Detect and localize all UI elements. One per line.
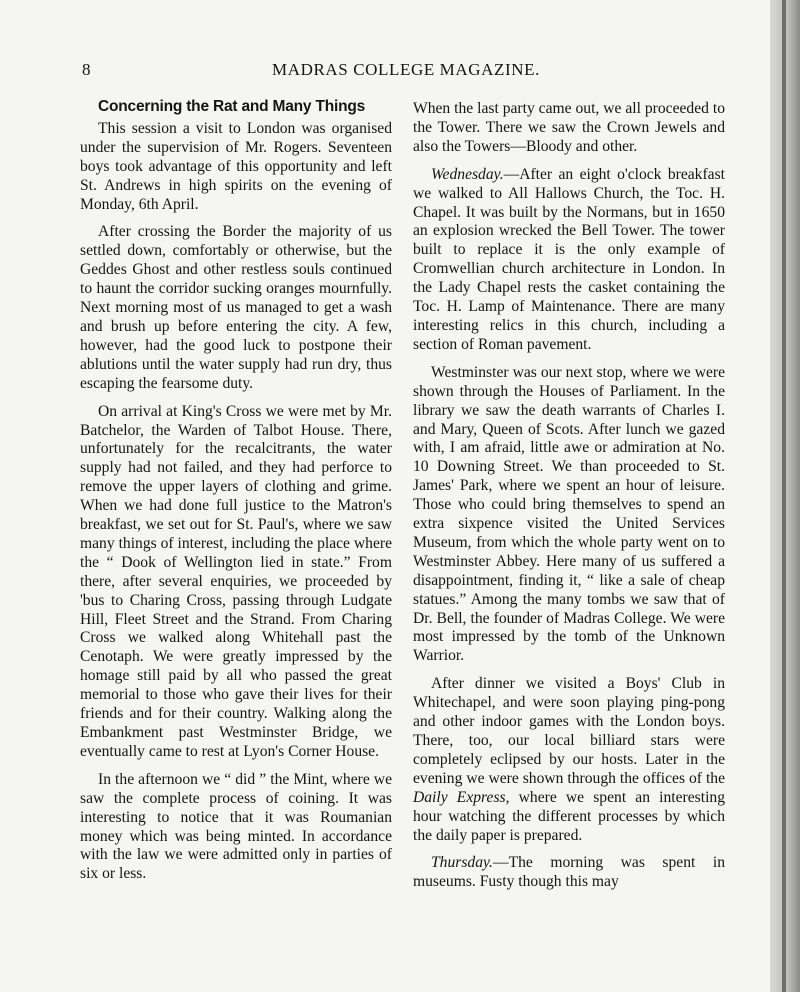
paragraph-intro: This session a visit to London was organised under the supervision of Mr. Rogers. Seventeen boys took advantage of this opportunity and left St. Andrews in high spirits on the evening of Monday, 6th April. (80, 119, 392, 213)
thursday-text: —The morning was spent in museums. Fusty though this may (413, 854, 725, 891)
paragraph-tower: When the last party came out, we all proceeded to the Tower. There we saw the Crown Jewels and also the Towers—Bloody and other. (413, 100, 725, 155)
boys-club-text: After dinner we visited a Boys' Club in Whitechapel, and were soon playing ping-pong and other indoor games with the London boys. There, too, our local billiard stars were completely eclipsed by our hosts. Later in the evening we were shown through the offices of the (413, 675, 725, 787)
thursday-label: Thursday. (431, 854, 493, 872)
paragraph-thursday (413, 854, 725, 892)
article-title: Concerning the Rat and Many Things (98, 98, 366, 115)
daily-express-name: Daily Express (413, 788, 506, 806)
wednesday-label: Wednesday. (431, 165, 504, 183)
paragraph-westminster: Westminster was our next stop, where we were shown through the Houses of Parliament. In the library we saw the death warrants of Charles I. and Mary, Queen of Scots. After lunch we gazed with, I am afraid, little awe or admiration at No. 10 Downing Street. We than proceeded to St. James' Park, where we spent an hour of leisure. Those who could bring themselves to spend an extra sixpence visited the United Services Museum, from which the whole party went on to Westminster Abbey. Here many of us suffered a disappointment, finding it, “ like a sale of cheap statues.” Among the many tombs we saw that of Dr. Bell, the founder of Madras College. We were most impressed by the tomb of the Unknown Warrior. (413, 363, 725, 665)
page-edge (782, 0, 786, 992)
right-column (413, 100, 725, 901)
paragraph-kings-cross: On arrival at King's Cross we were met by Mr. Batchelor, the Warden of Talbot House. There, unfortunately for the recalcitrants, the water supply had not failed, and they had perforce to remove the upper layers of clothing and grime. When we had done full justice to the Matron's breakfast, we set out for St. Paul's, where we saw many things of interest, including the place where the “ Dook of Wellington lied in state.” From there, after several enquiries, we proceeded by 'bus to Charing Cross, passing through Ludgate Hill, Fleet Street and the Strand. From Charing Cross we walked along Whitehall past the Cenotaph. We were greatly impressed by the homage still paid by all who passed the great memorial to those who gave their lives for their friends and for their country. Walking along the Embankment past Westminster Bridge, we eventually came to rest at Lyon's Corner House. (80, 402, 392, 760)
page-number: 8 (82, 60, 91, 79)
left-column (80, 98, 392, 893)
paragraph-boys-club (413, 675, 725, 845)
paragraph-mint: In the afternoon we “ did ” the Mint, where we saw the complete process of coining. It was interesting to notice that it was Roumanian money which was being minted. In accordance with the law we were admitted only in parties of six or less. (80, 770, 392, 883)
magazine-title: MADRAS COLLEGE MAGAZINE. (272, 60, 540, 79)
wednesday-text: —After an eight o'clock breakfast we walked to All Hallows Church, the Toc. H. Chapel. It was built by the Normans, but in 1650 an explosion wrecked the Bell Tower. The tower built to replace it is the only example of Cromwellian church architecture in London. In the Lady Chapel rests the casket containing the Toc. H. Lamp of Maintenance. There are many interesting relics in this church, including a section of Roman pavement. (413, 165, 725, 353)
boys-club-text-end: , where we spent an interesting hour watching the different processes by which the daily paper is prepared. (413, 788, 725, 844)
paragraph-border: After crossing the Border the majority of us settled down, comfortably or otherwise, but the Geddes Ghost and other restless souls continued to haunt the corridor sucking oranges mournfully. Next morning most of us managed to get a wash and brush up before entering the city. A few, however, had the good luck to postpone their ablutions until the water supply had run dry, thus escaping the fearsome duty. (80, 223, 392, 392)
page-header (82, 60, 732, 84)
paragraph-wednesday (413, 166, 725, 355)
